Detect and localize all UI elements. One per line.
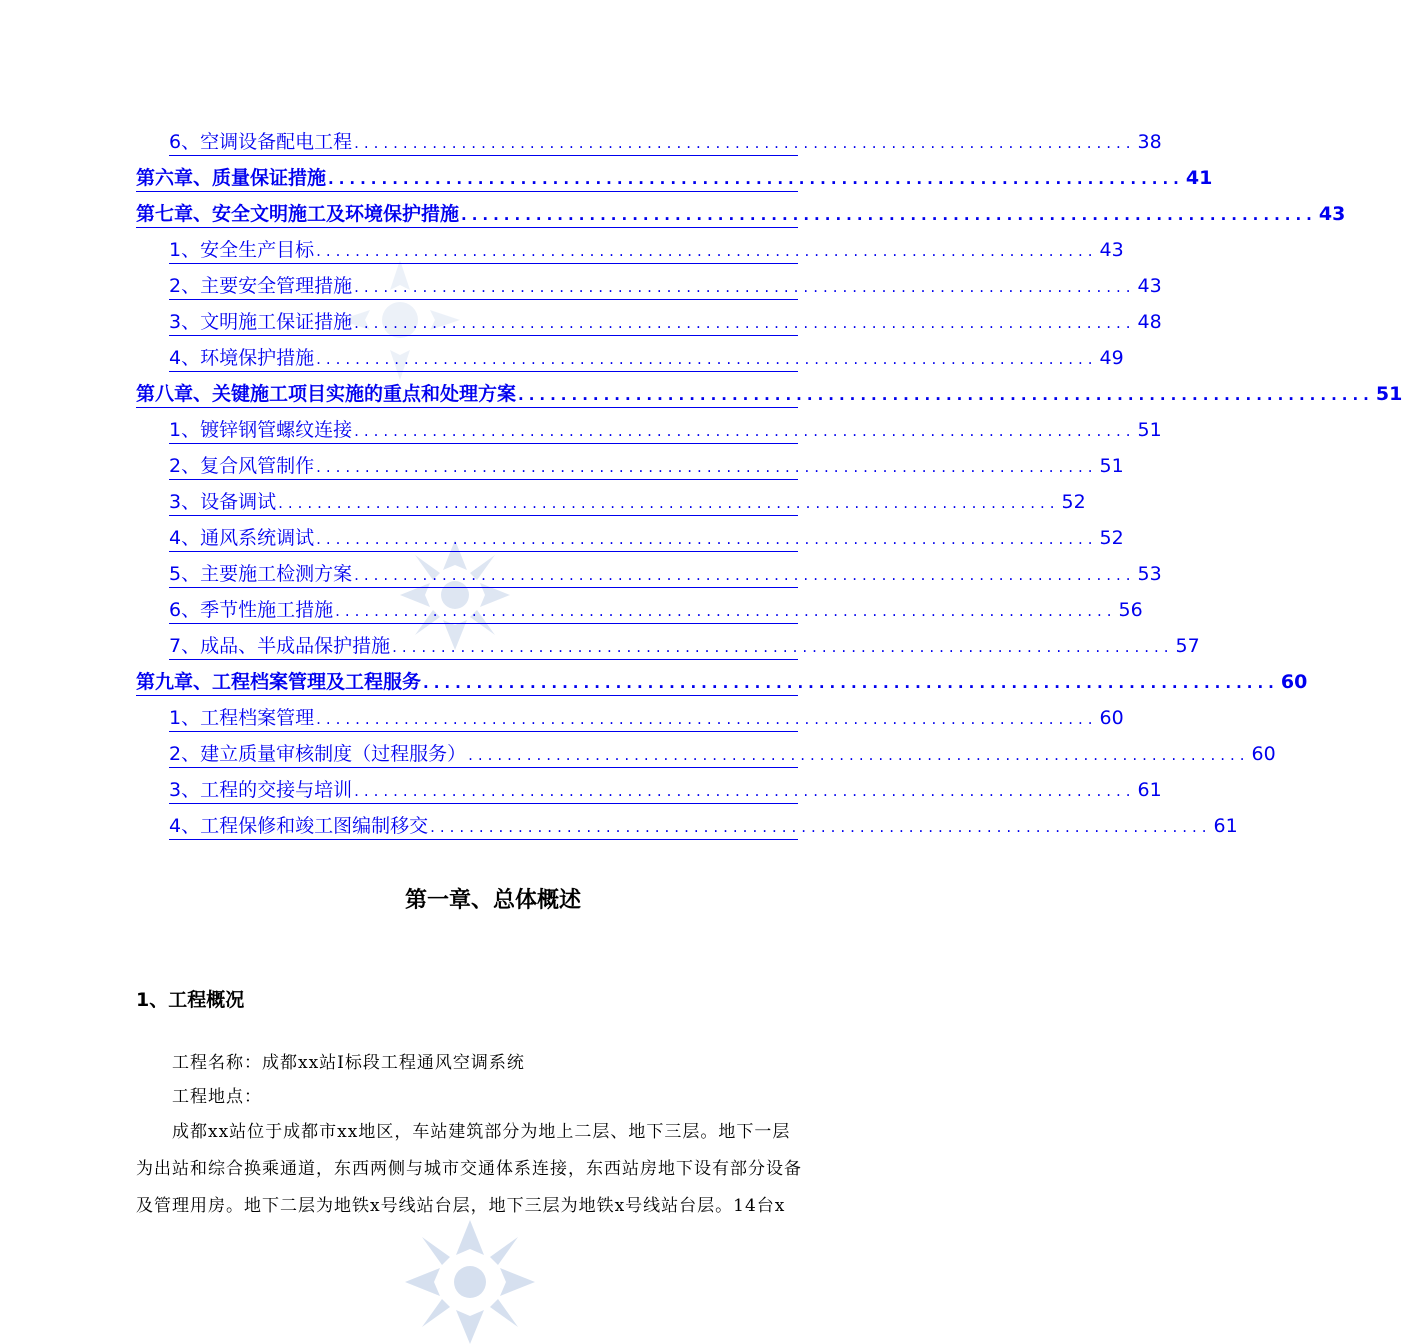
toc-entry-label: 5、主要施工检测方案	[169, 563, 353, 585]
toc-entry-label: 6、空调设备配电工程	[169, 131, 353, 153]
toc-section-link[interactable]	[169, 696, 1124, 732]
toc-page-number: 53	[1137, 563, 1162, 585]
toc-entry-label: 3、设备调试	[169, 491, 277, 513]
toc-page-number: 61	[1137, 779, 1162, 801]
toc-entry-label: 6、季节性施工措施	[169, 599, 334, 621]
toc-page-number: 43	[1137, 275, 1162, 297]
toc-chapter-link[interactable]	[136, 156, 1213, 192]
toc-section-link[interactable]	[169, 336, 1124, 372]
toc-page-number: 60	[1280, 671, 1308, 693]
toc-leader-dots: ................................................................................	[468, 746, 1250, 764]
toc-page-number: 41	[1185, 167, 1213, 189]
toc-page-number: 60	[1251, 743, 1276, 765]
toc-entry-label: 2、复合风管制作	[169, 455, 315, 477]
toc-page-number: 43	[1099, 239, 1124, 261]
chapter-title: 第一章、总体概述	[404, 888, 581, 913]
toc-page-number: 56	[1118, 599, 1143, 621]
toc-entry-label: 2、主要安全管理措施	[169, 275, 353, 297]
toc-leader-dots: ................................................................................	[335, 602, 1117, 620]
toc-chapter-link[interactable]	[136, 372, 1402, 408]
toc-section-link[interactable]	[169, 552, 1162, 588]
toc-section-link[interactable]	[169, 408, 1162, 444]
toc-entry-label: 2、建立质量审核制度（过程服务）	[169, 743, 467, 765]
toc-section-link[interactable]	[169, 732, 1276, 768]
toc-page-number: 51	[1137, 419, 1162, 441]
toc-section-link[interactable]	[169, 588, 1143, 624]
toc-entry-label: 4、通风系统调试	[169, 527, 315, 549]
toc-entry-label: 4、环境保护措施	[169, 347, 315, 369]
toc-section-link[interactable]	[169, 768, 1162, 804]
toc-section-link[interactable]	[169, 264, 1162, 300]
toc-leader-dots: ................................................................................	[316, 530, 1098, 548]
toc-leader-dots: ................................................................................	[423, 674, 1279, 692]
body-text	[136, 1040, 852, 1230]
paragraph-line: 及管理用房。地下二层为地铁x号线站台层，地下三层为地铁x号线站台层。14台x	[136, 1196, 786, 1216]
toc-section-link[interactable]	[169, 804, 1238, 840]
toc-section-link[interactable]	[169, 444, 1124, 480]
toc-page-number: 52	[1099, 527, 1124, 549]
toc-leader-dots: ................................................................................	[354, 314, 1136, 332]
toc-page-number: 49	[1099, 347, 1124, 369]
toc-section-link[interactable]	[169, 120, 1162, 156]
toc-page-number: 61	[1213, 815, 1238, 837]
toc-entry-label: 3、工程的交接与培训	[169, 779, 353, 801]
toc-entry-label: 7、成品、半成品保护措施	[169, 635, 391, 657]
toc-section-link[interactable]	[169, 480, 1086, 516]
toc-section-link[interactable]	[169, 300, 1162, 336]
toc-leader-dots: ................................................................................	[316, 710, 1098, 728]
toc-leader-dots: ................................................................................	[316, 350, 1098, 368]
table-of-contents	[136, 120, 1402, 840]
toc-leader-dots: ................................................................................	[316, 458, 1098, 476]
toc-page-number: 38	[1137, 131, 1162, 153]
toc-page-number: 43	[1318, 203, 1346, 225]
toc-page-number: 60	[1099, 707, 1124, 729]
toc-entry-label: 第八章、关键施工项目实施的重点和处理方案	[136, 383, 517, 405]
paragraph-line: 为出站和综合换乘通道，东西两侧与城市交通体系连接，东西站房地下设有部分设备	[136, 1159, 802, 1179]
toc-leader-dots: ................................................................................	[328, 170, 1184, 188]
toc-entry-label: 第九章、工程档案管理及工程服务	[136, 671, 422, 693]
toc-entry-label: 1、镀锌钢管螺纹连接	[169, 419, 353, 441]
toc-leader-dots: ................................................................................	[278, 494, 1060, 512]
toc-page-number: 51	[1375, 383, 1402, 405]
toc-leader-dots: ................................................................................	[354, 422, 1136, 440]
toc-leader-dots: ................................................................................	[518, 386, 1374, 404]
toc-leader-dots: ................................................................................	[354, 278, 1136, 296]
project-name-line: 工程名称：成都xx站I标段工程通风空调系统	[172, 1053, 525, 1073]
toc-page-number: 57	[1175, 635, 1200, 657]
toc-entry-label: 第六章、质量保证措施	[136, 167, 327, 189]
toc-leader-dots: ................................................................................	[354, 566, 1136, 584]
toc-section-link[interactable]	[169, 516, 1124, 552]
toc-entry-label: 4、工程保修和竣工图编制移交	[169, 815, 429, 837]
toc-leader-dots: ................................................................................	[392, 638, 1174, 656]
toc-leader-dots: ................................................................................	[316, 242, 1098, 260]
toc-page-number: 48	[1137, 311, 1162, 333]
toc-leader-dots: ................................................................................	[430, 818, 1212, 836]
project-location-label: 工程地点：	[172, 1087, 262, 1107]
toc-leader-dots: ................................................................................	[354, 782, 1136, 800]
toc-page-number: 51	[1099, 455, 1124, 477]
toc-section-link[interactable]	[169, 228, 1124, 264]
toc-entry-label: 第七章、安全文明施工及环境保护措施	[136, 203, 460, 225]
toc-chapter-link[interactable]	[136, 192, 1346, 228]
toc-page-number: 52	[1061, 491, 1086, 513]
toc-leader-dots: ................................................................................	[461, 206, 1317, 224]
toc-section-link[interactable]	[169, 624, 1200, 660]
toc-entry-label: 1、工程档案管理	[169, 707, 315, 729]
watermark-snowflake-lower	[400, 1215, 540, 1344]
toc-entry-label: 3、文明施工保证措施	[169, 311, 353, 333]
paragraph-line: 成都xx站位于成都市xx地区，车站建筑部分为地上二层、地下三层。地下一层	[172, 1122, 791, 1142]
toc-chapter-link[interactable]	[136, 660, 1308, 696]
section-title: 1、工程概况	[136, 989, 245, 1011]
toc-entry-label: 1、安全生产目标	[169, 239, 315, 261]
toc-leader-dots: ................................................................................	[354, 134, 1136, 152]
